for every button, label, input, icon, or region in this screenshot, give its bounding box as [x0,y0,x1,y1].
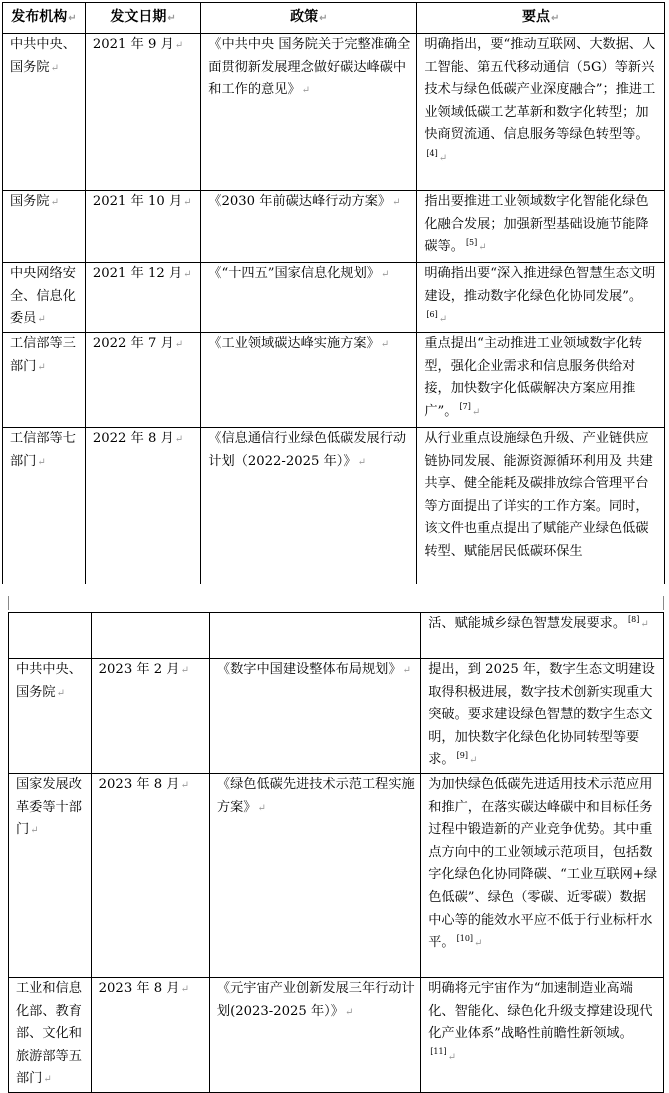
cell-date [91,613,209,659]
header-date: 发文日期↵ [85,3,200,34]
cell-date: 2021 年 9 月↵ [85,34,200,191]
table-row [3,428,665,586]
table-header-row [3,3,665,34]
cell-org: 工业和信息化部、教育部、文化和旅游部等五部门↵ [9,977,92,1092]
cell-points: 从行业重点设施绿色升级、产业链供应链协同发展、能源资源循环利用及 共建共享、健全能耗及碳排放综合管理平台等方面提出了详实的工作方案。同时，该文件也重点提出了赋能产业绿色低碳转型、赋能居民低碳环保生 [417,428,665,586]
cell-policy: 《绿色低碳先进技术示范工程实施方案》↵ [209,773,420,977]
table-row [9,659,664,774]
cell-org: 中共中央、国务院↵ [3,34,86,191]
cell-date: 2021 年 12 月↵ [85,263,200,333]
cell-policy: 《数字中国建设整体布局规划》↵ [209,659,420,774]
page-corner-mark [663,596,664,610]
cell-points: 指出要推进工业领域数字化智能化绿色化融合发展；加强新型基础设施节能降碳等。 [5]↵ [417,191,665,263]
cell-date: 2022 年 7 月↵ [85,333,200,428]
cell-org: 工信部等七部门↵ [3,428,86,586]
cell-org: 中央网络安全、信息化委员↵ [3,263,86,333]
citation: [4] [426,148,438,158]
cell-policy: 《“十四五”国家信息化规划》↵ [201,263,417,333]
cell-org: 中共中央、国务院↵ [9,659,92,774]
table-row [3,263,665,333]
cell-points: 重点提出“主动推进工业领域数字化转型，强化企业需求和信息服务供给对接，加快数字化低碳解决方案应用推广”。 [7]↵ [417,333,665,428]
citation: [11] [430,1047,447,1057]
cell-org: 工信部等三部门↵ [3,333,86,428]
citation: [7] [459,402,471,412]
cell-points: 明确指出，要“推动互联网、大数据、人工智能、第五代移动通信（5G）等新兴技术与绿色低碳产业深度融合”；推进工业领域低碳工艺革新和数字化转型；加快商贸流通、信息服务等绿色转型等。[4]↵ [417,34,665,191]
citation: [8] [628,614,640,624]
citation: [9] [456,750,468,760]
table-row [3,34,665,191]
table-row [9,773,664,977]
page-corner-mark [8,596,9,610]
header-points: 要点↵ [417,3,665,34]
cell-policy: 《元宇宙产业创新发展三年行动计划(2023-2025 年）》↵ [209,977,420,1092]
cell-policy: 《工业领域碳达峰实施方案》↵ [201,333,417,428]
citation: [5] [465,237,478,247]
header-org: 发布机构↵ [3,3,86,34]
cell-date: 2021 年 10 月↵ [85,191,200,263]
policy-table-page2 [8,612,664,1093]
cell-org: 国务院↵ [3,191,86,263]
table-row [9,977,664,1092]
cell-policy: 《中共中央 国务院关于完整准确全面贯彻新发展理念做好碳达峰碳中和工作的意见》↵ [201,34,417,191]
citation: [10] [456,933,474,943]
cell-policy [209,613,420,659]
header-policy: 政策↵ [201,3,417,34]
table-row-continuation [9,613,664,659]
cell-date: 2023 年 2 月↵ [91,659,209,774]
cell-policy: 《2030 年前碳达峰行动方案》↵ [201,191,417,263]
cell-points: 提出，到 2025 年，数字生态文明建设取得积极进展，数字技术创新实现重大突破。要求建设绿色智慧的数字生态文明，加快数字化绿色化协同转型等要求。 [9]↵ [421,659,664,774]
cell-date: 2022 年 8 月↵ [85,428,200,586]
cell-points: 活、赋能城乡绿色智慧发展要求。 [8]↵ [421,613,664,659]
cell-points: 为加快绿色低碳先进适用技术示范应用和推广，在落实碳达峰碳中和目标任务过程中锻造新的产业竞争优势。其中重点方向中的工业领域示范项目，包括数字化绿色化协同降碳、“工业互联网+绿色低碳”、绿色（零碳、近零碳）数据中心等的能效水平应不低于行业标杆水平。 [10]↵ [421,773,664,977]
cell-org: 国家发展改革委等十部门↵ [9,773,92,977]
table-row [3,191,665,263]
policy-table-page1 [2,2,665,586]
cell-points: 明确指出要“深入推进绿色智慧生态文明建设，推动数字化绿色化协同发展”。[6]↵ [417,263,665,333]
cell-org [9,613,92,659]
citation: [6] [426,309,438,319]
table-row [3,333,665,428]
cell-policy: 《信息通信行业绿色低碳发展行动计划（2022-2025 年）》↵ [201,428,417,586]
page-break [0,584,669,610]
cell-date: 2023 年 8 月↵ [91,773,209,977]
cell-points: 明确将元宇宙作为“加速制造业高端化、智能化、绿色化升级支撑建设现代化产业体系”战略性前瞻性新领域。[11]↵ [421,977,664,1092]
cell-date: 2023 年 8 月↵ [91,977,209,1092]
